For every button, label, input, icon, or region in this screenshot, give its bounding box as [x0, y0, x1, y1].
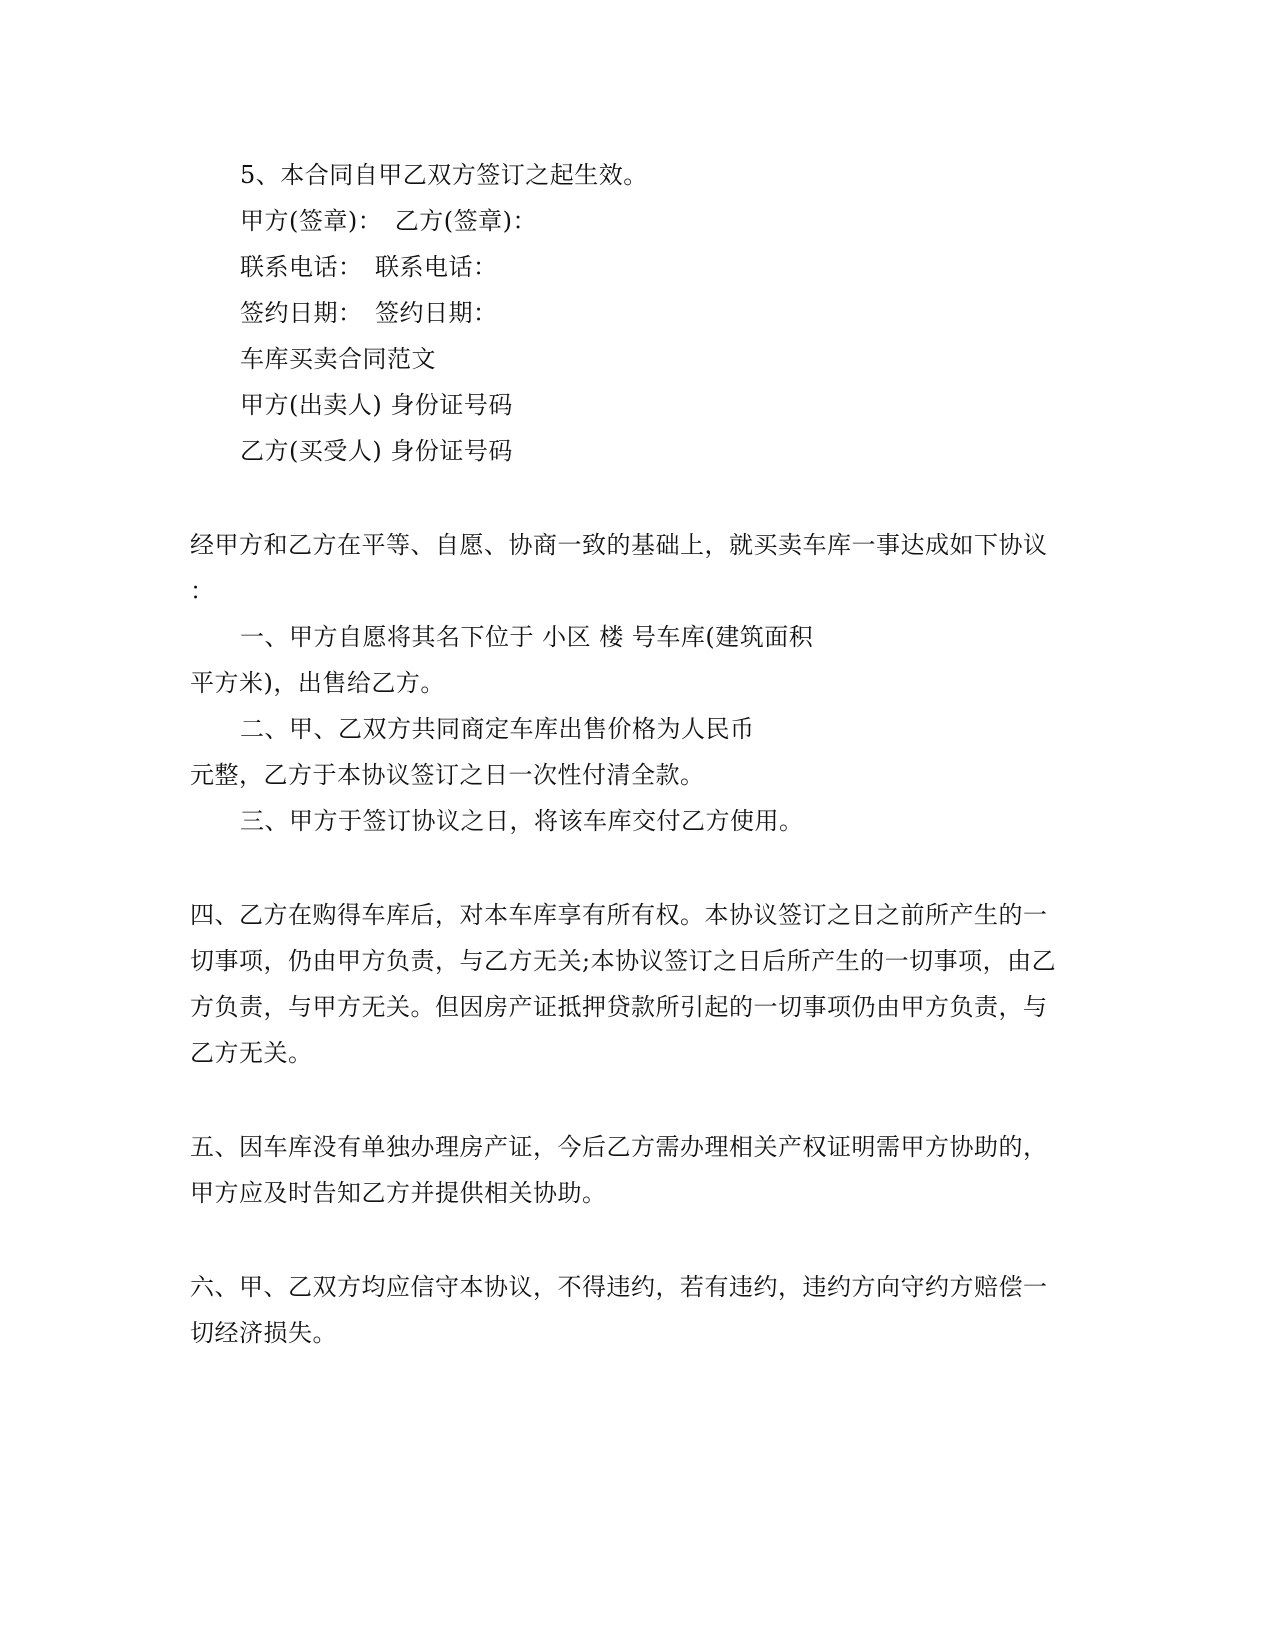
clause-1-line-1: 一、甲方自愿将其名下位于 小区 楼 号车库(建筑面积	[240, 623, 814, 651]
clause-5-line-2: 甲方应及时告知乙方并提供相关协助。	[190, 1179, 607, 1207]
clause-6-line-1: 六、甲、乙双方均应信守本协议，不得违约，若有违约，违约方向守约方赔偿一	[190, 1273, 1048, 1301]
party-b-line: 乙方(买受人) 身份证号码	[240, 437, 513, 465]
clause-6-line-2: 切经济损失。	[190, 1319, 337, 1347]
clause-3: 三、甲方于签订协议之日，将该车库交付乙方使用。	[240, 807, 804, 835]
sign-date-line: 签约日期： 签约日期：	[240, 299, 498, 327]
clause-2-line-1: 二、甲、乙双方共同商定车库出售价格为人民币	[240, 715, 755, 743]
document-title: 车库买卖合同范文	[240, 345, 436, 373]
phone-line: 联系电话： 联系电话：	[240, 253, 498, 281]
intro-line-2: ：	[190, 577, 215, 605]
signature-line: 甲方(签章)： 乙方(签章)：	[240, 207, 537, 235]
effective-clause: 5、本合同自甲乙双方签订之起生效。	[240, 161, 648, 189]
clause-1-line-2: 平方米)，出售给乙方。	[190, 669, 445, 697]
clause-4-line-3: 方负责，与甲方无关。但因房产证抵押贷款所引起的一切事项仍由甲方负责，与	[190, 993, 1048, 1021]
clause-5-line-1: 五、因车库没有单独办理房产证，今后乙方需办理相关产权证明需甲方协助的，	[190, 1133, 1048, 1161]
clause-4-line-1: 四、乙方在购得车库后，对本车库享有所有权。本协议签订之日之前所产生的一	[190, 901, 1048, 929]
party-a-line: 甲方(出卖人) 身份证号码	[240, 391, 513, 419]
clause-4-line-4: 乙方无关。	[190, 1039, 313, 1067]
clause-4-line-2: 切事项，仍由甲方负责，与乙方无关;本协议签订之日后所产生的一切事项，由乙	[190, 947, 1057, 975]
intro-line-1: 经甲方和乙方在平等、自愿、协商一致的基础上，就买卖车库一事达成如下协议	[190, 531, 1048, 559]
clause-2-line-2: 元整，乙方于本协议签订之日一次性付清全款。	[190, 761, 705, 789]
